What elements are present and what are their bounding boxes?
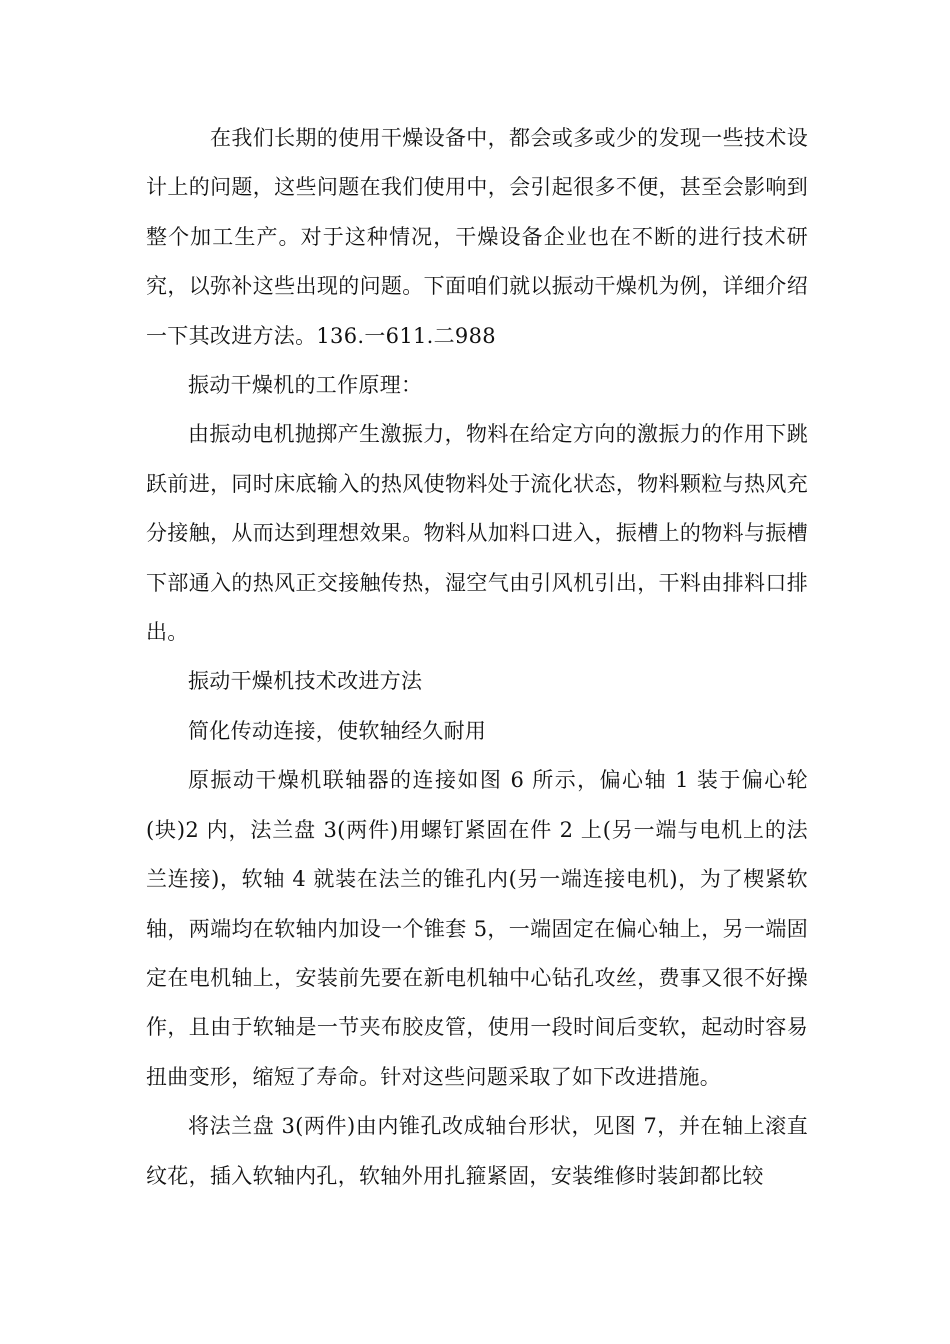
paragraph-working-principle: 由振动电机抛掷产生激振力，物料在给定方向的激振力的作用下跳跃前进，同时床底输入的热风使物料处于流化状态，物料颗粒与热风充分接触，从而达到理想效果。物料从加料口进入，振槽上的物料与振槽下部通入的热风正交接触传热，湿空气由引风机引出，干料由排料口排出。 bbox=[146, 422, 808, 645]
document-body bbox=[146, 114, 808, 1201]
paragraph-original-coupling: 原振动干燥机联轴器的连接如图 6 所示，偏心轴 1 装于偏心轮(块)2 内，法兰盘 3(两件)用螺钉紧固在件 2 上(另一端与电机上的法兰连接)，软轴 4 就装在法兰的锥孔内(另一端连接电机)，为了楔紧软轴，两端均在软轴内加设一个锥套 5，一端固定在偏心轴上，另一端固定在电机轴上，安装前先要在新电机轴中心钻孔攻丝，费事又很不好操作，且由于软轴是一节夹布胶皮管，使用一段时间后变软，起动时容易扭曲变形，缩短了寿命。针对这些问题采取了如下改进措施。 bbox=[146, 768, 808, 1089]
heading-improvement-methods: 振动干燥机技术改进方法 bbox=[188, 669, 423, 694]
paragraph-improved-flange: 将法兰盘 3(两件)由内锥孔改成轴台形状，见图 7，并在轴上滚直纹花，插入软轴内孔，软轴外用扎箍紧固，安装维修时装卸都比较 bbox=[146, 1114, 808, 1188]
paragraph-intro: 在我们长期的使用干燥设备中，都会或多或少的发现一些技术设计上的问题，这些问题在我们使用中，会引起很多不便，甚至会影响到整个加工生产。对于这种情况，干燥设备企业也在不断的进行技术研究，以弥补这些出现的问题。下面咱们就以振动干燥机为例，详细介绍一下其改进方法。136.一611.二988 bbox=[146, 126, 808, 348]
heading-working-principle: 振动干燥机的工作原理： bbox=[188, 373, 423, 398]
heading-simplify-transmission: 简化传动连接，使软轴经久耐用 bbox=[188, 718, 487, 743]
